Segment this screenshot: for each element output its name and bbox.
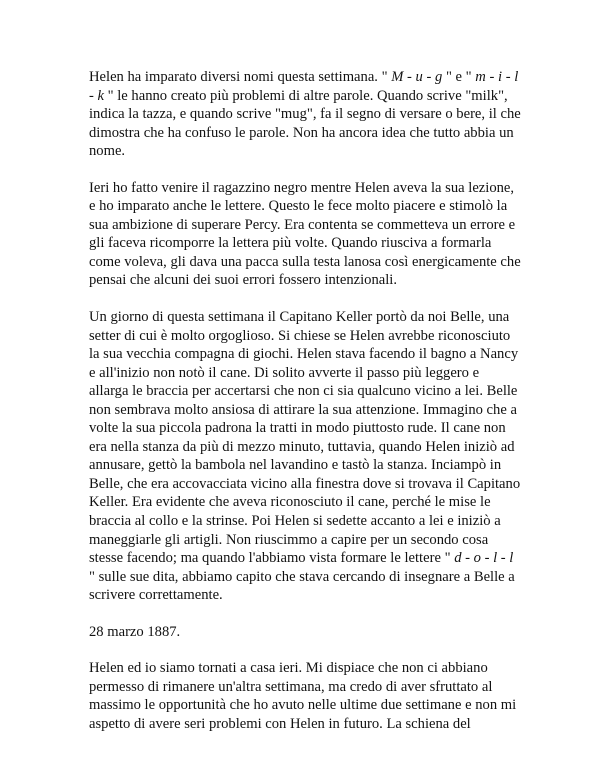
document-page <box>89 68 521 752</box>
spelled-word-milk: m - i - l - k <box>89 69 519 104</box>
text-run: " e " <box>442 69 476 85</box>
paragraph-return-home <box>89 659 521 733</box>
date-text: 28 marzo 1887. <box>89 623 181 640</box>
paragraph-names-lesson <box>89 68 521 161</box>
spelled-word-mug: M - u - g <box>391 69 443 85</box>
paragraph-letters-lesson <box>89 179 521 290</box>
text-run: Helen ha imparato diversi nomi questa settimana. " <box>89 69 392 85</box>
text-run: " sulle sue dita, abbiamo capito che stava cercando di insegnare a Belle a scrivere correttamente. <box>89 568 515 604</box>
paragraph-belle-dog <box>89 308 521 605</box>
text-run: Un giorno di questa settimana il Capitano Keller portò da noi Belle, una setter di cui è molto orgoglioso. Si chiese se Helen avrebbe riconosciuto la sua vecchia compagna di giochi. Helen stava facendo il bagno a Nancy e all'inizio non notò il cane. Di solito avverte il passo più leggero e allarga le braccia per accertarsi che non ci sia qualcuno vicino a lei. Belle non sembrava molto ansiosa di attirare la sua attenzione. Immagino che a volte la sua piccola padrona la tratti in modo piuttosto rude. Il cane non era nella stanza da più di mezzo minuto, tuttavia, quando Helen iniziò ad annusare, gettò la bambola nel lavandino e tastò la stanza. Inciampò in Belle, che era accovacciata vicino alla finestra dove si trovava il Capitano Keller. Era evidente che aveva riconosciuto il cane, perché le mise le braccia al collo e la strinse. Poi Helen si sedette accanto a lei e iniziò a maneggiarle gli artigli. Non riuscimmo a capire per un secondo cosa stesse facendo; ma quando l'abbiamo vista formare le lettere " <box>89 309 521 567</box>
spelled-word-doll: d - o - l - l <box>454 550 514 567</box>
text-run: Ieri ho fatto venire il ragazzino negro mentre Helen aveva la sua lezione, e ho imparato anche le lettere. Questo le fece molto piacere e stimolò la sua ambizione di superare Percy. Era contenta se commetteva un errore e gli faceva ricomporre la lettera più volte. Quando riusciva a formarla come voleva, gli dava una pacca sulla testa lanosa così energicamente che pensai che alcuni dei suoi errori fossero intenzionali. <box>89 179 521 289</box>
date-heading <box>89 623 521 642</box>
text-run: Helen ed io siamo tornati a casa ieri. Mi dispiace che non ci abbiano permesso di rimanere un'altra settimana, ma credo di aver sfruttato al massimo le opportunità che ho avuto nelle ultime due settimane e non mi aspetto di avere seri problemi con Helen in futuro. La schiena del <box>89 660 517 732</box>
text-run: " le hanno creato più problemi di altre parole. Quando scrive "milk", indica la tazza, e quando scrive "mug", fa il segno di versare o bere, il che dimostra che ha confuso le parole. Non ha ancora idea che tutto abbia un nome. <box>89 87 521 160</box>
